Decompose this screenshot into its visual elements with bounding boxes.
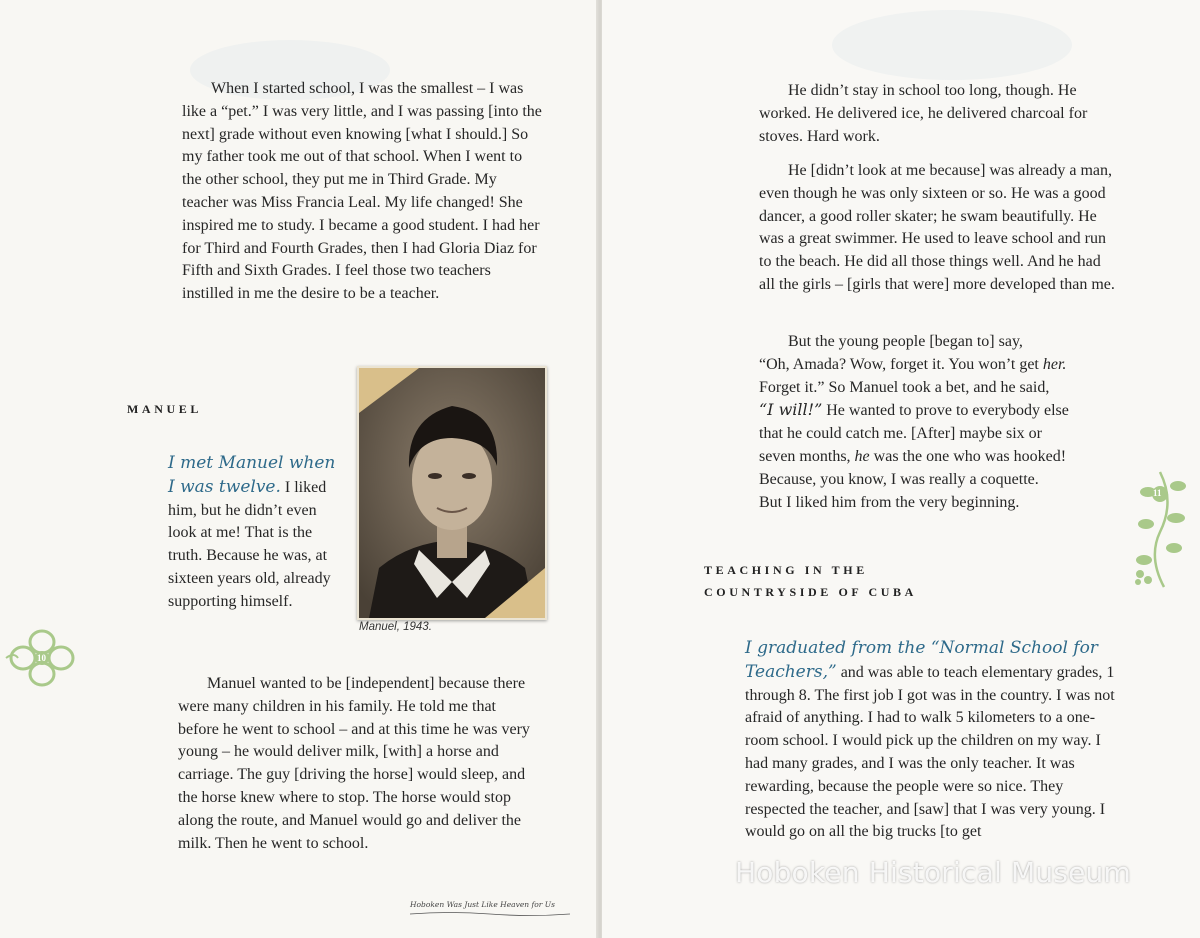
bet-line-8: But I liked him from the very beginning. [759,493,1020,511]
bet-line-4 [759,399,1129,423]
left-page [0,0,598,938]
running-footer: Hoboken Was Just Like Heaven for Us [410,900,555,909]
bet-line-6-tail: was the one who was hooked! [869,447,1067,465]
section-heading-teaching-1: TEACHING IN THE [704,563,868,577]
left-paragraph-milk-delivery: Manuel wanted to be [independent] because there were many children in his family. He told me that before he went to school – and at this time he was very young – he would deliver milk, [with] a horse and carriage. The guy [driving the horse] would sleep, and the horse knew where to stop. The horse would stop along the route, and Manuel would go and deliver the milk. Then he went to school. [178,675,530,852]
left-paragraph-met-manuel [168,452,336,614]
teaching-text: and was able to teach elementary grades, 1 through 8. The first job I got was in the country. I was not afraid of anything. I had to walk 5 kilometers to a one-room school. I would pick up the children on my way. I had many grades, and I was the only teacher. It was rewarding, because the people were so nice. They respected the teacher, and [saw] that I was very young. I would go on all the big trucks [to get [745,663,1115,841]
right-page [602,0,1200,938]
section-heading-manuel: MANUEL [127,402,202,416]
bet-line-6-italic: he [854,447,870,465]
bet-line-1: But the young people [began to] say, [788,333,1023,350]
bet-line-6 [759,446,1129,469]
left-paragraph-school: When I started school, I was the smallest – I was like a “pet.” I was very little, and I was passing [into the next] grade without even knowing [what I should.] So my father took me out of that school. When I went to the other school, they put me in Third Grade. My teacher was Miss Francia Leal. My life changed! She inspired me to study. I became a good student. I had her for Third and Fourth Grades, then I had Gloria Diaz for Fifth and Sixth Grades. I feel those two teachers instilled in me the desire to be a teacher. [182,80,542,303]
met-manuel-text: I liked him, but he didn’t even look at me! That is the truth. Because he was, at sixteen years old, already supporting himself. [168,478,331,610]
pull-quote-graduated: I graduated from the “Normal School for Teachers,” [745,638,1098,682]
left-page-number: 10 [37,653,46,663]
bet-line-4-script: “I will!” [759,400,823,420]
photo-caption: Manuel, 1943. [359,621,432,633]
bet-line-2-text: “Oh, Amada? Wow, forget it. You won’t get [759,355,1043,373]
museum-watermark: Hoboken Historical Museum [735,856,1131,889]
bet-line-2-italic: her. [1042,355,1067,373]
bet-line-2 [759,354,1129,377]
bet-line-4-text: He wanted to prove to everybody else [822,402,1069,420]
right-paragraph-dancer: He [didn’t look at me because] was already a man, even though he was only sixteen or so. He was a good dancer, a good roller skater; he swam beautifully. He was a great swimmer. He used to leave school and run to the beach. He did all those things well. And he had all the girls – [girls that were] more developed than me. [759,162,1115,293]
right-paragraph-bet [759,331,1129,514]
right-paragraph-work: He didn’t stay in school too long, though. He worked. He delivered ice, he delivered charcoal for stoves. Hard work. [759,82,1088,145]
footer-swash [410,911,570,917]
bet-line-7: Because, you know, I was really a coquette. [759,470,1039,488]
right-paragraph-teaching [745,637,1117,844]
bet-line-3: Forget it.” So Manuel took a bet, and he said, [759,378,1050,396]
section-heading-teaching-2: COUNTRYSIDE OF CUBA [704,585,917,599]
pull-quote-met-manuel: I met Manuel when I was twelve. [168,453,336,497]
manuel-portrait-photo [357,366,547,620]
vine-ornament-icon [1130,462,1200,592]
bet-line-5: that he could catch me. [After] maybe six or [759,425,1042,443]
background-ghost-print [832,10,1072,80]
right-page-number: 11 [1153,488,1162,498]
bet-line-6-text: seven months, [759,447,855,465]
